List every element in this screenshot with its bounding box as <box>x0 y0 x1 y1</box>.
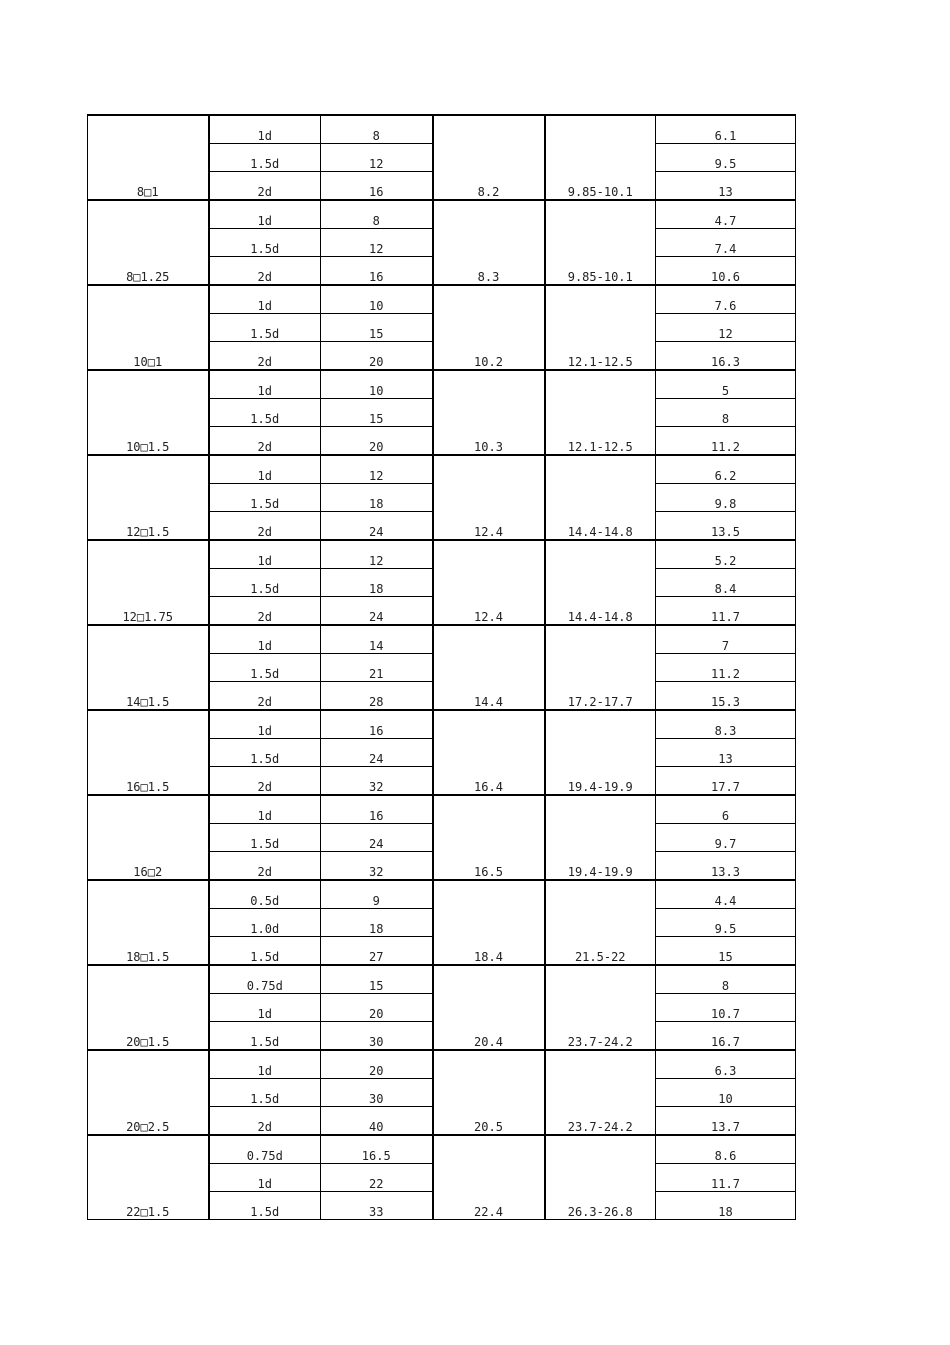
thread-size-cell: 20□2.5 <box>88 1050 209 1135</box>
depth-multiplier-cell: 2d <box>209 427 321 456</box>
depth-multiplier-cell: 1.5d <box>209 937 321 966</box>
range-cell: 21.5-22 <box>545 880 656 965</box>
depth-multiplier-cell: 2d <box>209 852 321 881</box>
thread-length-cell: 16 <box>321 795 433 824</box>
thread-length-cell: 20 <box>321 342 433 371</box>
thread-length-cell: 27 <box>321 937 433 966</box>
depth-multiplier-cell: 2d <box>209 767 321 796</box>
depth-multiplier-cell: 1.5d <box>209 1022 321 1051</box>
drill-size-cell: 16.5 <box>433 795 545 880</box>
thread-spec-table <box>87 114 796 1220</box>
thread-length-cell: 15 <box>321 399 433 427</box>
thread-length-cell: 16 <box>321 257 433 286</box>
thread-size-cell: 18□1.5 <box>88 880 209 965</box>
value-cell: 11.2 <box>656 427 796 456</box>
depth-multiplier-cell: 1d <box>209 1164 321 1192</box>
value-cell: 7 <box>656 625 796 654</box>
value-cell: 6.2 <box>656 455 796 484</box>
depth-multiplier-cell: 1d <box>209 370 321 399</box>
drill-size-cell: 14.4 <box>433 625 545 710</box>
value-cell: 8.6 <box>656 1135 796 1164</box>
value-cell: 9.5 <box>656 909 796 937</box>
thread-length-cell: 18 <box>321 484 433 512</box>
value-cell: 8 <box>656 965 796 994</box>
value-cell: 8 <box>656 399 796 427</box>
depth-multiplier-cell: 1.5d <box>209 569 321 597</box>
thread-length-cell: 12 <box>321 540 433 569</box>
depth-multiplier-cell: 2d <box>209 257 321 286</box>
range-cell: 23.7-24.2 <box>545 1050 656 1135</box>
value-cell: 7.6 <box>656 285 796 314</box>
depth-multiplier-cell: 1d <box>209 710 321 739</box>
thread-length-cell: 10 <box>321 370 433 399</box>
depth-multiplier-cell: 0.75d <box>209 965 321 994</box>
depth-multiplier-cell: 1d <box>209 1050 321 1079</box>
value-cell: 16.7 <box>656 1022 796 1051</box>
thread-length-cell: 20 <box>321 1050 433 1079</box>
range-cell: 12.1-12.5 <box>545 285 656 370</box>
thread-length-cell: 14 <box>321 625 433 654</box>
thread-length-cell: 16 <box>321 710 433 739</box>
thread-length-cell: 15 <box>321 965 433 994</box>
value-cell: 7.4 <box>656 229 796 257</box>
depth-multiplier-cell: 0.75d <box>209 1135 321 1164</box>
table-row <box>88 625 796 654</box>
table-row <box>88 540 796 569</box>
thread-size-cell: 8□1 <box>88 115 209 200</box>
depth-multiplier-cell: 2d <box>209 597 321 626</box>
depth-multiplier-cell: 1.5d <box>209 824 321 852</box>
value-cell: 8.3 <box>656 710 796 739</box>
thread-size-cell: 20□1.5 <box>88 965 209 1050</box>
thread-length-cell: 30 <box>321 1079 433 1107</box>
depth-multiplier-cell: 2d <box>209 512 321 541</box>
range-cell: 9.85-10.1 <box>545 200 656 285</box>
thread-size-cell: 8□1.25 <box>88 200 209 285</box>
thread-length-cell: 28 <box>321 682 433 711</box>
value-cell: 10.6 <box>656 257 796 286</box>
value-cell: 9.8 <box>656 484 796 512</box>
thread-length-cell: 30 <box>321 1022 433 1051</box>
depth-multiplier-cell: 1d <box>209 455 321 484</box>
range-cell: 19.4-19.9 <box>545 710 656 795</box>
range-cell: 12.1-12.5 <box>545 370 656 455</box>
table-row <box>88 115 796 144</box>
value-cell: 13.5 <box>656 512 796 541</box>
value-cell: 11.7 <box>656 597 796 626</box>
drill-size-cell: 18.4 <box>433 880 545 965</box>
value-cell: 6.1 <box>656 115 796 144</box>
range-cell: 26.3-26.8 <box>545 1135 656 1220</box>
drill-size-cell: 10.2 <box>433 285 545 370</box>
value-cell: 18 <box>656 1192 796 1220</box>
value-cell: 10.7 <box>656 994 796 1022</box>
thread-length-cell: 20 <box>321 427 433 456</box>
table-row <box>88 795 796 824</box>
thread-size-cell: 16□2 <box>88 795 209 880</box>
thread-length-cell: 24 <box>321 824 433 852</box>
thread-size-cell: 14□1.5 <box>88 625 209 710</box>
thread-length-cell: 12 <box>321 144 433 172</box>
depth-multiplier-cell: 1.5d <box>209 484 321 512</box>
thread-length-cell: 16 <box>321 172 433 201</box>
value-cell: 15.3 <box>656 682 796 711</box>
depth-multiplier-cell: 2d <box>209 172 321 201</box>
value-cell: 13.3 <box>656 852 796 881</box>
thread-length-cell: 16.5 <box>321 1135 433 1164</box>
thread-length-cell: 18 <box>321 569 433 597</box>
thread-length-cell: 24 <box>321 739 433 767</box>
depth-multiplier-cell: 1d <box>209 540 321 569</box>
table-row <box>88 710 796 739</box>
depth-multiplier-cell: 1.0d <box>209 909 321 937</box>
table-row <box>88 1135 796 1164</box>
thread-size-cell: 10□1 <box>88 285 209 370</box>
thread-length-cell: 22 <box>321 1164 433 1192</box>
table-row <box>88 455 796 484</box>
thread-length-cell: 9 <box>321 880 433 909</box>
thread-length-cell: 15 <box>321 314 433 342</box>
depth-multiplier-cell: 1.5d <box>209 654 321 682</box>
depth-multiplier-cell: 1.5d <box>209 229 321 257</box>
depth-multiplier-cell: 1.5d <box>209 399 321 427</box>
range-cell: 23.7-24.2 <box>545 965 656 1050</box>
table-row <box>88 1050 796 1079</box>
value-cell: 17.7 <box>656 767 796 796</box>
range-cell: 19.4-19.9 <box>545 795 656 880</box>
thread-size-cell: 10□1.5 <box>88 370 209 455</box>
thread-length-cell: 24 <box>321 512 433 541</box>
value-cell: 4.4 <box>656 880 796 909</box>
thread-size-cell: 22□1.5 <box>88 1135 209 1220</box>
drill-size-cell: 10.3 <box>433 370 545 455</box>
depth-multiplier-cell: 0.5d <box>209 880 321 909</box>
thread-length-cell: 21 <box>321 654 433 682</box>
value-cell: 13.7 <box>656 1107 796 1136</box>
thread-length-cell: 18 <box>321 909 433 937</box>
table-row <box>88 200 796 229</box>
thread-length-cell: 10 <box>321 285 433 314</box>
value-cell: 11.7 <box>656 1164 796 1192</box>
depth-multiplier-cell: 1.5d <box>209 314 321 342</box>
range-cell: 14.4-14.8 <box>545 540 656 625</box>
thread-length-cell: 33 <box>321 1192 433 1220</box>
range-cell: 14.4-14.8 <box>545 455 656 540</box>
thread-length-cell: 8 <box>321 115 433 144</box>
drill-size-cell: 16.4 <box>433 710 545 795</box>
depth-multiplier-cell: 1d <box>209 994 321 1022</box>
depth-multiplier-cell: 1.5d <box>209 144 321 172</box>
depth-multiplier-cell: 2d <box>209 1107 321 1136</box>
thread-size-cell: 12□1.75 <box>88 540 209 625</box>
thread-length-cell: 32 <box>321 852 433 881</box>
table-row <box>88 370 796 399</box>
thread-length-cell: 24 <box>321 597 433 626</box>
value-cell: 13 <box>656 172 796 201</box>
value-cell: 5 <box>656 370 796 399</box>
value-cell: 16.3 <box>656 342 796 371</box>
table-row <box>88 965 796 994</box>
depth-multiplier-cell: 1d <box>209 200 321 229</box>
depth-multiplier-cell: 1d <box>209 625 321 654</box>
thread-length-cell: 8 <box>321 200 433 229</box>
drill-size-cell: 8.2 <box>433 115 545 200</box>
depth-multiplier-cell: 1d <box>209 285 321 314</box>
table-body <box>88 115 796 1220</box>
thread-length-cell: 40 <box>321 1107 433 1136</box>
value-cell: 9.7 <box>656 824 796 852</box>
depth-multiplier-cell: 1d <box>209 115 321 144</box>
thread-length-cell: 12 <box>321 455 433 484</box>
value-cell: 5.2 <box>656 540 796 569</box>
value-cell: 13 <box>656 739 796 767</box>
range-cell: 9.85-10.1 <box>545 115 656 200</box>
value-cell: 8.4 <box>656 569 796 597</box>
depth-multiplier-cell: 2d <box>209 342 321 371</box>
depth-multiplier-cell: 1.5d <box>209 1192 321 1220</box>
thread-size-cell: 16□1.5 <box>88 710 209 795</box>
value-cell: 12 <box>656 314 796 342</box>
thread-length-cell: 20 <box>321 994 433 1022</box>
drill-size-cell: 22.4 <box>433 1135 545 1220</box>
depth-multiplier-cell: 2d <box>209 682 321 711</box>
table-row <box>88 880 796 909</box>
depth-multiplier-cell: 1d <box>209 795 321 824</box>
drill-size-cell: 12.4 <box>433 540 545 625</box>
value-cell: 9.5 <box>656 144 796 172</box>
depth-multiplier-cell: 1.5d <box>209 1079 321 1107</box>
value-cell: 11.2 <box>656 654 796 682</box>
drill-size-cell: 8.3 <box>433 200 545 285</box>
drill-size-cell: 20.4 <box>433 965 545 1050</box>
drill-size-cell: 12.4 <box>433 455 545 540</box>
value-cell: 15 <box>656 937 796 966</box>
drill-size-cell: 20.5 <box>433 1050 545 1135</box>
value-cell: 6.3 <box>656 1050 796 1079</box>
value-cell: 6 <box>656 795 796 824</box>
range-cell: 17.2-17.7 <box>545 625 656 710</box>
table-row <box>88 285 796 314</box>
thread-length-cell: 32 <box>321 767 433 796</box>
depth-multiplier-cell: 1.5d <box>209 739 321 767</box>
thread-size-cell: 12□1.5 <box>88 455 209 540</box>
thread-length-cell: 12 <box>321 229 433 257</box>
value-cell: 4.7 <box>656 200 796 229</box>
value-cell: 10 <box>656 1079 796 1107</box>
